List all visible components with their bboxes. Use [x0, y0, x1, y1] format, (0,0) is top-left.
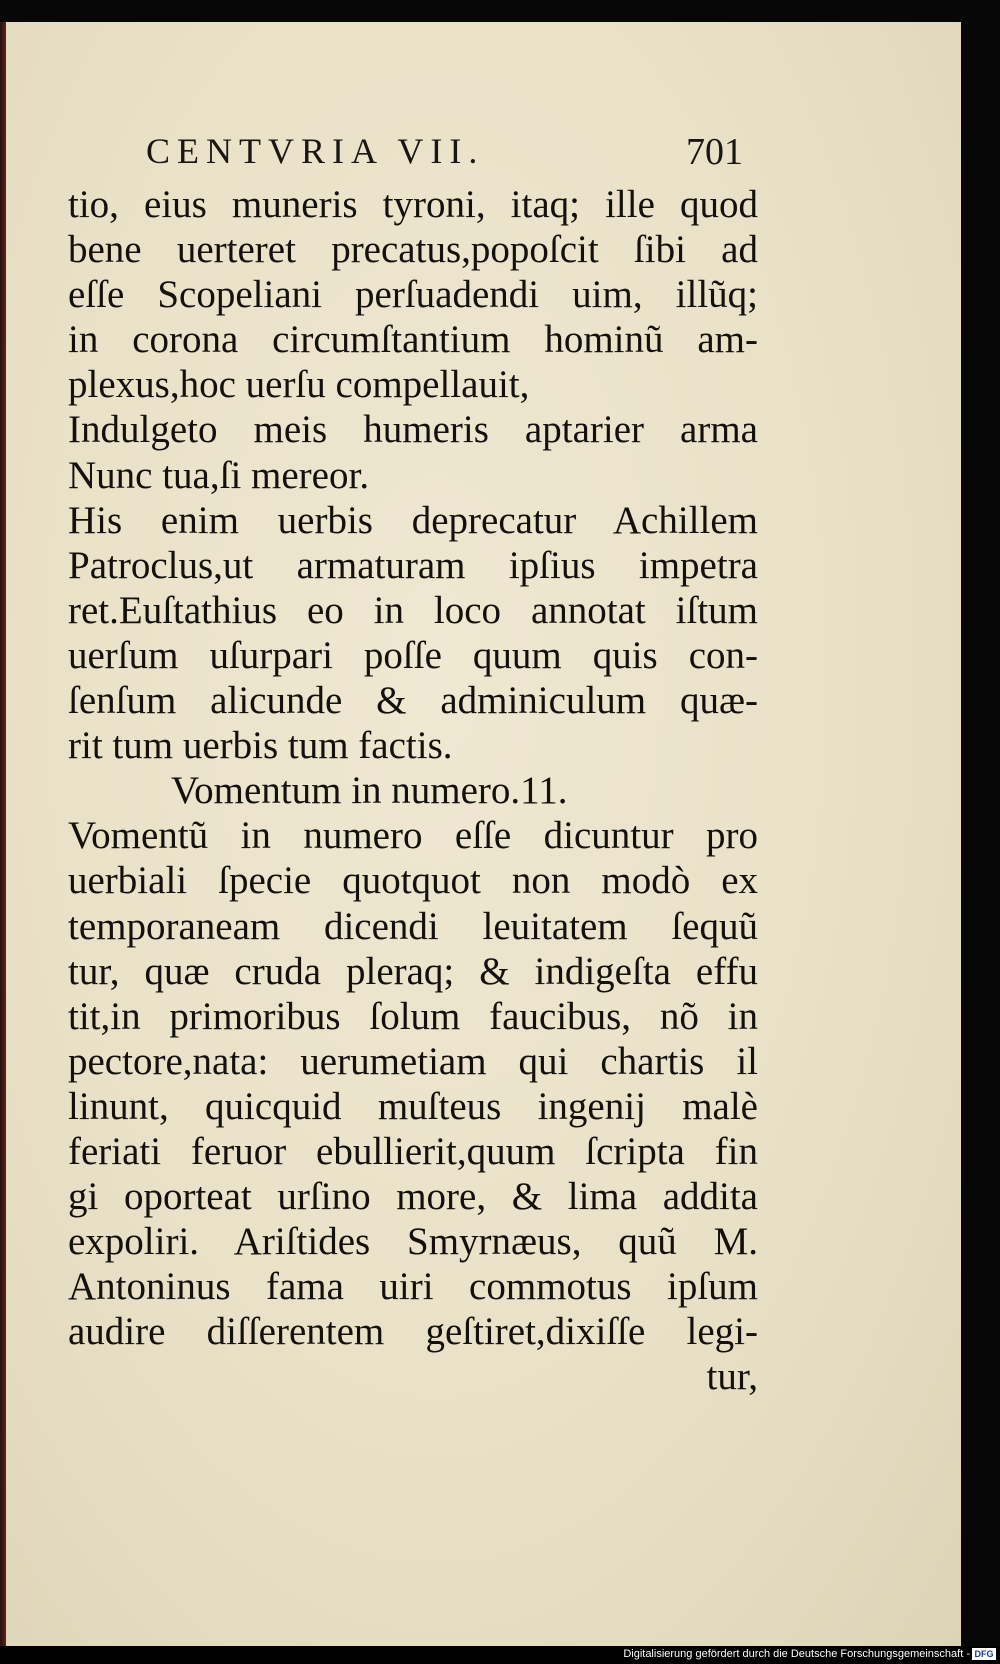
- text-block: [68, 182, 758, 1400]
- text-line: Indulgeto meis humeris aptarier arma: [68, 408, 758, 452]
- digitization-credit: Digitalisierung gefördert durch die Deutsche Forschungsgemeinschaft -: [623, 1648, 970, 1660]
- text-line: ret.Euſtathius eo in loco annotat iſtum: [68, 588, 758, 632]
- text-line: Patroclus,ut armaturam ipſius impetra: [68, 543, 758, 587]
- text-line: tit,in primoribus ſolum faucibus, nõ in: [68, 994, 758, 1038]
- running-head: [6, 130, 961, 185]
- text-line: temporaneam dicendi leuitatem ſequũ: [68, 904, 758, 948]
- text-line: ſenſum alicunde & adminiculum quæ-: [68, 679, 758, 723]
- text-line: Vomentũ in numero eſſe dicuntur pro: [68, 814, 758, 858]
- text-line: Nunc tua,ſi mereor.: [68, 453, 370, 497]
- text-line: His enim uerbis deprecatur Achillem: [68, 498, 758, 542]
- text-line: uerbiali ſpecie quotquot non modò ex: [68, 859, 758, 903]
- text-line: bene uerteret precatus,popoſcit ſibi ad: [68, 228, 758, 272]
- book-page: [6, 22, 961, 1646]
- text-line: rit tum uerbis tum factis.: [68, 724, 453, 768]
- text-line: uerſum uſurpari poſſe quum quis con-: [68, 633, 758, 677]
- text-line: gi oporteat urſino more, & lima addita: [68, 1175, 758, 1219]
- text-line: in corona circumſtantium hominũ am-: [68, 318, 758, 362]
- dfg-logo: DFG: [972, 1648, 996, 1660]
- text-line: eſſe Scopeliani perſuadendi uim, illũq;: [68, 273, 758, 317]
- text-line: expoliri. Ariſtides Smyrnæus, quũ M.: [68, 1220, 758, 1264]
- text-line: tur, quæ cruda pleraq; & indigeſta effu: [68, 949, 758, 993]
- text-line: feriati feruor ebullierit,quum ſcripta fin: [68, 1129, 758, 1173]
- catchword: tur,: [706, 1355, 758, 1399]
- text-line: Antoninus fama uiri commotus ipſum: [68, 1265, 758, 1309]
- text-line: plexus,hoc uerſu compellauit,: [68, 363, 530, 407]
- text-line: tio, eius muneris tyroni, itaq; ille quod: [68, 183, 758, 226]
- running-head-title: CENTVRIA VII.: [146, 131, 485, 171]
- text-line: audire diſſerentem geſtiret,dixiſſe legi-: [68, 1310, 758, 1354]
- folio-number: 701: [686, 131, 743, 173]
- text-line: linunt, quicquid muſteus ingenij malè: [68, 1084, 758, 1128]
- text-line: pectore,nata: uerumetiam qui chartis il: [68, 1039, 758, 1083]
- section-heading: Vomentum in numero.11.: [171, 769, 568, 813]
